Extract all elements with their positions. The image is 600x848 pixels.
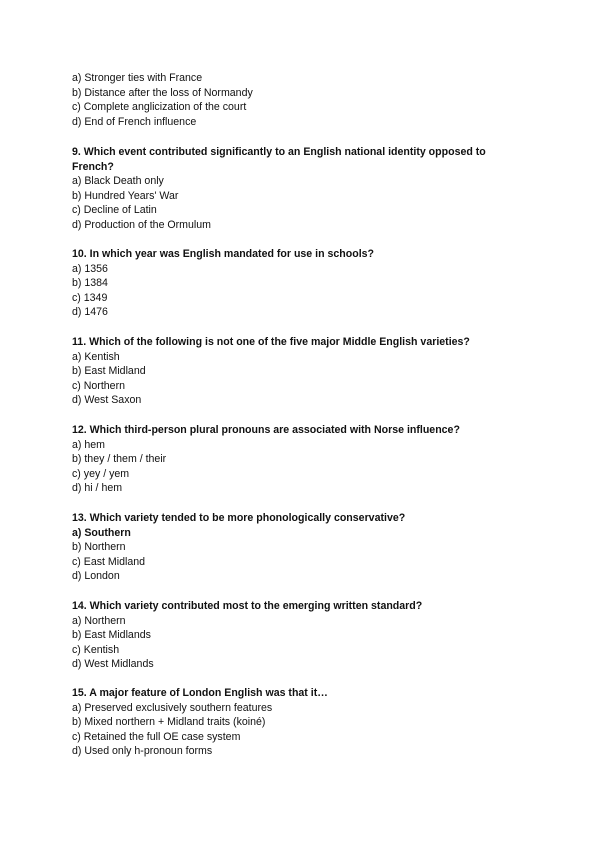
option-c: c) yey / yem — [72, 467, 130, 480]
option-b: b) they / them / their — [72, 453, 167, 465]
question-text: 9. Which event contributed significantly to an English national identity opposed to — [72, 146, 486, 158]
question-text: 12. Which third-person plural pronouns are associated with Norse influence? — [72, 424, 460, 436]
question-text-continued: French? — [72, 160, 114, 173]
question-13 — [72, 511, 542, 584]
question-9 — [72, 145, 542, 232]
option-a: a) 1356 — [72, 262, 108, 275]
option-a: a) Southern — [72, 526, 131, 539]
option-b: b) Northern — [72, 541, 126, 553]
option-b: b) East Midlands — [72, 629, 151, 641]
option-c: c) Decline of Latin — [72, 204, 157, 216]
option-a: a) hem — [72, 438, 105, 451]
question-14 — [72, 599, 542, 672]
question-10 — [72, 247, 542, 320]
option-a: a) Kentish — [72, 350, 120, 363]
option-a: a) Preserved exclusively southern features — [72, 701, 273, 714]
option-a: a) Stronger ties with France — [72, 72, 203, 84]
question-12 — [72, 423, 542, 496]
question-11 — [72, 335, 542, 408]
question-text: 11. Which of the following is not one of the five major Middle English varieties? — [72, 336, 470, 348]
question-text: 14. Which variety contributed most to the emerging written standard? — [72, 600, 423, 612]
option-c: c) Complete anglicization of the court — [72, 101, 247, 113]
option-d: d) London — [72, 570, 120, 582]
option-d: d) West Saxon — [72, 394, 142, 406]
option-d: d) West Midlands — [72, 658, 154, 670]
option-b: b) Hundred Years' War — [72, 189, 179, 202]
option-b: b) East Midland — [72, 365, 146, 377]
question-text: 10. In which year was English mandated for use in schools? — [72, 248, 374, 260]
option-c: c) Northern — [72, 379, 125, 392]
option-d: d) Used only h-pronoun forms — [72, 745, 213, 757]
option-b: b) Mixed northern + Midland traits (koiné) — [72, 716, 266, 728]
option-d: d) End of French influence — [72, 115, 197, 128]
option-a: a) Northern — [72, 614, 126, 627]
option-b: b) 1384 — [72, 277, 108, 289]
option-d: d) hi / hem — [72, 482, 123, 494]
option-c: c) East Midland — [72, 555, 146, 568]
prev-question-options — [72, 71, 542, 129]
option-d: d) Production of the Ormulum — [72, 218, 211, 231]
question-15 — [72, 686, 542, 759]
option-d: d) 1476 — [72, 306, 108, 318]
question-text: 13. Which variety tended to be more phonologically conservative? — [72, 512, 406, 524]
question-text: 15. A major feature of London English was that it… — [72, 687, 328, 699]
option-c: c) Kentish — [72, 643, 120, 656]
option-c: c) 1349 — [72, 291, 108, 304]
option-b: b) Distance after the loss of Normandy — [72, 86, 253, 99]
option-c: c) Retained the full OE case system — [72, 730, 241, 743]
option-a: a) Black Death only — [72, 175, 164, 187]
